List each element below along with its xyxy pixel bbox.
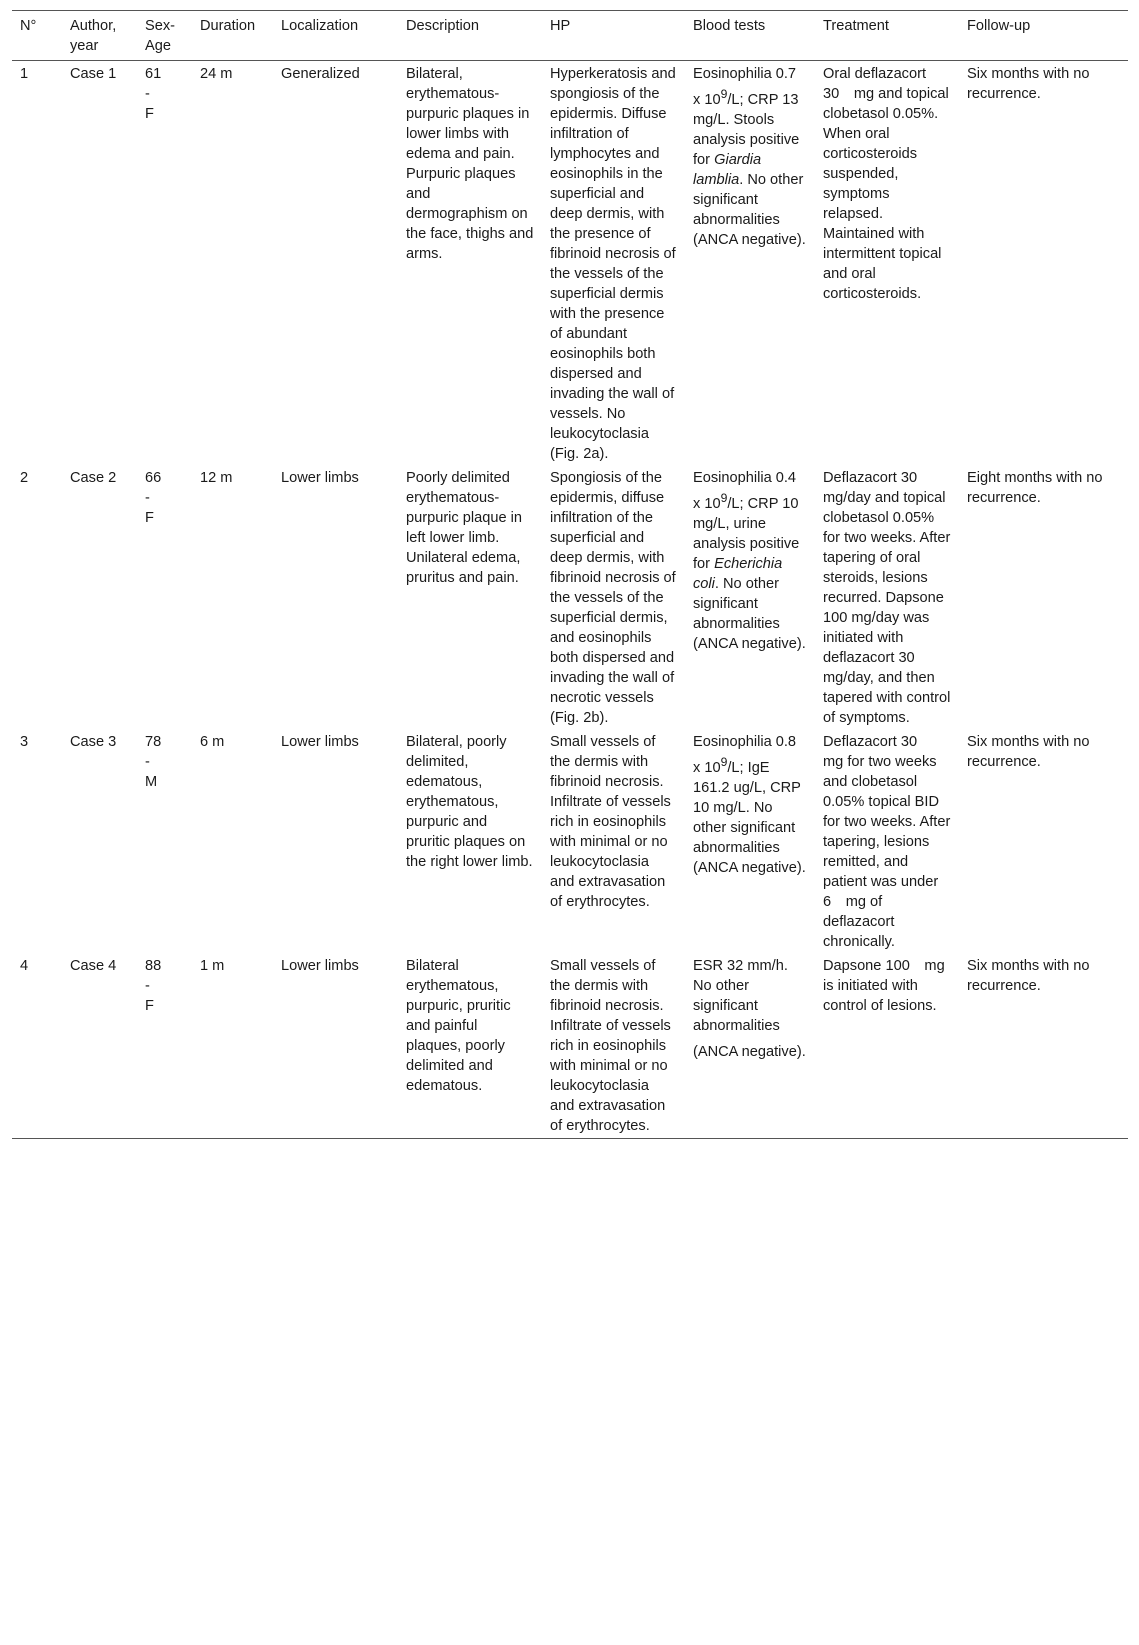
cell-blood-tests xyxy=(685,466,815,730)
blood-text: /L; IgE 161.2 ug/L, CRP 10 mg/L. No other significant abnormalities (ANCA negative). xyxy=(693,759,806,876)
cell-hp: Hyperkeratosis and spongiosis of the epidermis. Diffuse infiltration of lymphocytes and eosinophils in the superficial and deep dermis, with the presence of fibrinoid necrosis of the vessels of the superficial dermis with the presence of abundant eosinophils both dispersed and invading the wall of vessels. No leukocytoclasia (Fig. 2a). xyxy=(550,66,676,462)
header-blood-tests: Blood tests xyxy=(685,11,815,61)
blood-text: /L; CRP 13 mg/L. Stools analysis positive for xyxy=(693,91,800,168)
cell-localization: Lower limbs xyxy=(281,734,359,750)
header-follow-up: Follow-up xyxy=(959,11,1128,61)
blood-exponent: 9 xyxy=(720,755,728,769)
sex: M xyxy=(145,774,158,790)
organism-name: Giardia lamblia xyxy=(693,151,762,188)
sex-age-separator: - xyxy=(145,754,150,770)
organism-name: Echerichia coli xyxy=(693,555,783,592)
blood-text: /L; CRP 10 mg/L, urine analysis positive for xyxy=(693,495,800,572)
cell-blood-tests xyxy=(685,954,815,1139)
sex: F xyxy=(145,998,154,1014)
table-row xyxy=(12,954,1128,1139)
cell-description: Poorly delimited erythematous-purpuric plaque in left lower limb. Unilateral edema, pruritus and pain. xyxy=(406,470,523,586)
cell-n: 4 xyxy=(12,954,62,1139)
sex-age-separator: - xyxy=(145,978,150,994)
sex-age-separator: - xyxy=(145,86,150,102)
cell-duration: 12 m xyxy=(200,470,233,486)
cell-duration: 24 m xyxy=(200,66,233,82)
cell-sex-age xyxy=(137,61,192,467)
table-header-row xyxy=(12,11,1128,61)
cell-hp: Small vessels of the dermis with fibrinoid necrosis. Infiltrate of vessels rich in eosinophils with minimal or no leukocytoclasia and extravasation of erythrocytes. xyxy=(542,954,685,1139)
header-sex-age: Sex-Age xyxy=(137,11,192,61)
age: 88 xyxy=(145,958,162,974)
blood-text: . No other significant abnormalities (ANCA negative). xyxy=(693,171,806,248)
cell-blood-tests xyxy=(685,61,815,467)
header-description: Description xyxy=(398,11,542,61)
cell-follow-up: Six months with no recurrence. xyxy=(967,734,1090,770)
cell-follow-up: Six months with no recurrence. xyxy=(959,954,1128,1139)
cell-sex-age xyxy=(137,730,192,954)
sex-age-separator: - xyxy=(145,490,150,506)
blood-text: Eosinophilia 0.8 x 10 xyxy=(693,734,797,776)
cell-localization: Lower limbs xyxy=(281,470,359,486)
age: 78 xyxy=(145,734,162,750)
cell-duration: 6 m xyxy=(200,734,225,750)
cell-follow-up: Six months with no recurrence. xyxy=(967,66,1090,102)
blood-text: Eosinophilia 0.4 x 10 xyxy=(693,470,797,512)
cell-description: Bilateral, erythematous-purpuric plaques in lower limbs with edema and pain. Purpuric plaques and dermographism on the face, thighs and arms. xyxy=(406,66,534,262)
cell-sex-age xyxy=(137,466,192,730)
cell-sex-age xyxy=(137,954,192,1139)
table-row xyxy=(12,466,1128,730)
cell-author: Case 3 xyxy=(70,734,117,750)
header-treatment: Treatment xyxy=(815,11,959,61)
cell-author: Case 1 xyxy=(70,66,117,82)
cell-treatment: Deflazacort 30 mg/day and topical clobetasol 0.05% for two weeks. After tapering of oral steroids, lesions recurred. Dapsone 100 mg/day was initiated with deflazacort 30 mg/day, and then tapered with control of symptoms. xyxy=(823,470,951,726)
header-n: N° xyxy=(12,11,62,61)
blood-text: Eosinophilia 0.7 x 10 xyxy=(693,66,797,108)
age: 61 xyxy=(145,66,162,82)
sex: F xyxy=(145,106,154,122)
cell-n: 2 xyxy=(20,470,29,486)
cell-n: 3 xyxy=(20,734,29,750)
cell-author: Case 2 xyxy=(70,470,117,486)
header-hp: HP xyxy=(542,11,685,61)
cell-treatment: Deflazacort 30 mg for two weeks and clobetasol 0.05% topical BID for two weeks. After tapering, lesions remitted, and patient was under 6 mg of deflazacort chronically. xyxy=(823,734,951,950)
cell-duration: 1 m xyxy=(192,954,273,1139)
cell-author: Case 4 xyxy=(62,954,137,1139)
cell-treatment: Dapsone 100 mg is initiated with control of lesions. xyxy=(815,954,959,1139)
header-duration: Duration xyxy=(192,11,273,61)
cell-localization: Lower limbs xyxy=(273,954,398,1139)
cell-hp: Spongiosis of the epidermis, diffuse infiltration of the superficial and deep dermis, with fibrinoid necrosis of the vessels of the superficial dermis, and eosinophils both dispersed and invading the wall of necrotic vessels (Fig. 2b). xyxy=(550,470,676,726)
cell-description: Bilateral, poorly delimited, edematous, erythematous, purpuric and pruritic plaques on the right lower limb. xyxy=(406,734,533,870)
table-row xyxy=(12,730,1128,954)
case-table xyxy=(12,10,1128,1139)
blood-text: . No other significant abnormalities (ANCA negative). xyxy=(693,575,806,652)
cell-n: 1 xyxy=(20,66,29,82)
header-author: Author, year xyxy=(62,11,137,61)
age: 66 xyxy=(145,470,162,486)
cell-treatment: Oral deflazacort 30 mg and topical clobetasol 0.05%. When oral corticosteroids suspended, symptoms relapsed. Maintained with intermittent topical and oral corticosteroids. xyxy=(823,66,949,302)
cell-blood-tests xyxy=(685,730,815,954)
table-row xyxy=(12,61,1128,467)
blood-exponent: 9 xyxy=(720,491,728,505)
sex: F xyxy=(145,510,154,526)
cell-description: Bilateral erythematous, purpuric, pruritic and painful plaques, poorly delimited and edematous. xyxy=(398,954,542,1139)
cell-localization: Generalized xyxy=(281,66,360,82)
header-localization: Localization xyxy=(273,11,398,61)
blood-exponent: 9 xyxy=(720,87,728,101)
cell-hp: Small vessels of the dermis with fibrinoid necrosis. Infiltrate of vessels rich in eosinophils with minimal or no leukocytoclasia and extravasation of erythrocytes. xyxy=(550,734,671,910)
blood-text: ESR 32 mm/h. No other significant abnormalities (ANCA negative). xyxy=(693,958,806,1060)
cell-follow-up: Eight months with no recurrence. xyxy=(967,470,1103,506)
case-table-container xyxy=(12,10,1128,1139)
